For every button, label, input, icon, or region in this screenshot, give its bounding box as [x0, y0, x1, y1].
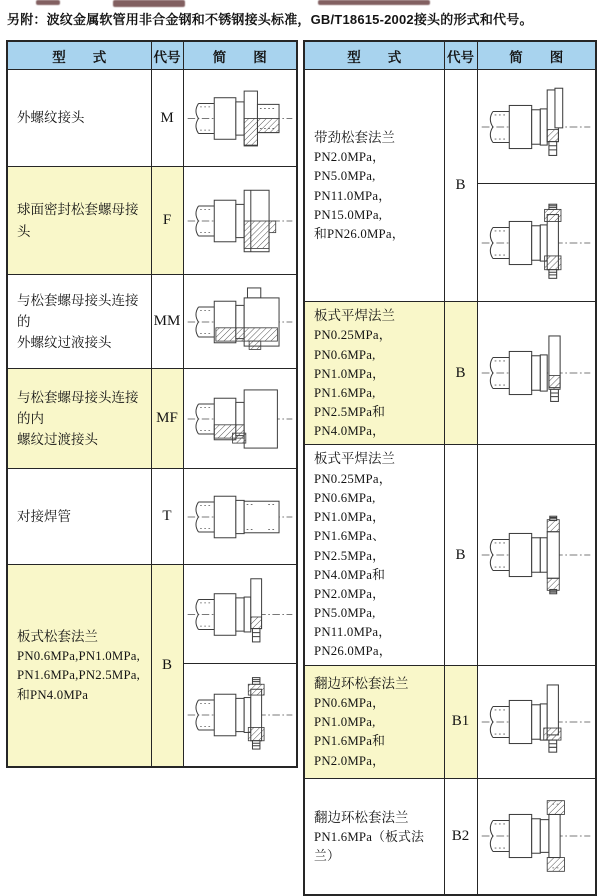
code-cell: MM	[151, 275, 183, 369]
type-label-line: PN2.5MPa，PN4.0MPa和	[314, 548, 386, 582]
diagram-cell	[477, 184, 596, 302]
fitting-plate-loose-flange-diagram	[186, 570, 294, 659]
scan-artifact	[36, 0, 60, 5]
fitting-hex-block-diagram	[186, 373, 294, 465]
type-label-line: 与松套螺母接头连接的内	[17, 389, 139, 426]
column-header: 型 式	[7, 41, 151, 70]
column-header: 代号	[444, 41, 477, 70]
column-header: 型 式	[304, 41, 444, 70]
table-row	[304, 778, 596, 895]
fitting-neck-loose-flange-diagram	[480, 81, 592, 173]
type-label-line: PN1.0MPa，PN1.6MPa、	[314, 510, 386, 544]
fitting-plate-weld-flange-diagram	[480, 327, 592, 419]
type-label-line: PN1.0MPa，PN1.6MPa,	[314, 366, 386, 400]
scan-artifact	[318, 0, 430, 5]
type-label-line: PN1.6MPa,PN2.5MPa,	[17, 668, 141, 683]
fitting-loose-nut-diagram	[186, 175, 294, 267]
code-cell: B	[444, 70, 477, 302]
type-label-line: PN11.0MPa，PN26.0MPa，	[314, 625, 392, 659]
type-label-line: 板式松套法兰	[17, 628, 98, 644]
diagram-cell	[183, 275, 297, 369]
table-row	[7, 565, 297, 664]
table-row	[304, 302, 596, 445]
type-cell	[7, 275, 151, 369]
table-row	[7, 469, 297, 565]
type-label-line: 螺纹过渡接头	[17, 432, 98, 448]
type-cell	[304, 70, 444, 302]
type-cell	[304, 302, 444, 445]
fitting-flare-loose-flange-diagram	[480, 676, 592, 768]
table-row	[304, 445, 596, 665]
type-cell	[7, 565, 151, 767]
fitting-table-right	[303, 40, 597, 896]
code-cell: M	[151, 70, 183, 167]
diagram-cell	[183, 167, 297, 275]
table-row	[7, 369, 297, 469]
type-label-line: 和PN4.0MPa	[17, 687, 89, 702]
scan-artifact	[113, 0, 185, 7]
type-label-line: PN0.25MPa，PN0.6MPa,	[314, 328, 392, 362]
diagram-cell	[477, 302, 596, 445]
code-cell: MF	[151, 369, 183, 469]
code-cell: B1	[444, 665, 477, 778]
page-title: 另附：波纹金属软管用非合金钢和不锈钢接头标准，GB/T18615-2002接头的形式和代号。	[7, 12, 533, 27]
code-cell: B	[151, 565, 183, 767]
type-label-line: PN11.0MPa，PN15.0MPa,	[314, 188, 392, 222]
type-label-line: PN2.0MPa，PN5.0MPa,	[314, 150, 386, 184]
type-label-line: PN1.6MPa（板式法兰）	[314, 829, 425, 864]
code-cell: B	[444, 445, 477, 665]
type-cell	[304, 445, 444, 665]
diagram-cell	[477, 70, 596, 184]
code-cell: F	[151, 167, 183, 275]
fitting-hex-nipple-diagram	[186, 279, 294, 365]
column-header: 代号	[151, 41, 183, 70]
type-label-line: 球面密封松套螺母接头	[17, 202, 139, 239]
fitting-plate-weld-flange-section-diagram	[480, 509, 592, 601]
type-label-line: PN0.6MPa,PN1.0MPa,	[17, 649, 141, 664]
fitting-plate-loose-flange-section-diagram	[186, 669, 294, 761]
diagram-cell	[477, 445, 596, 665]
type-label-line: 板式平焊法兰	[314, 451, 395, 467]
type-cell	[304, 778, 444, 895]
code-cell: B	[444, 302, 477, 445]
table-row	[7, 167, 297, 275]
type-label-line: 和PN26.0MPa，	[314, 226, 405, 241]
type-label-line: 带劲松套法兰	[314, 129, 395, 145]
type-cell	[7, 167, 151, 275]
type-label-line: PN0.25MPa，PN0.6MPa,	[314, 471, 392, 505]
table-row	[304, 665, 596, 778]
diagram-cell	[183, 565, 297, 664]
diagram-cell	[183, 369, 297, 469]
type-label-line: 外螺纹接头	[17, 110, 85, 126]
diagram-cell	[183, 664, 297, 767]
type-label-line: 翻边环松套法兰	[314, 675, 409, 691]
type-cell	[7, 369, 151, 469]
code-cell: T	[151, 469, 183, 565]
type-label-line: PN2.5MPa和PN4.0MPa，	[314, 405, 386, 439]
fitting-table-left	[6, 40, 298, 768]
fitting-butt-weld-diagram	[186, 473, 294, 561]
diagram-cell	[477, 665, 596, 778]
type-label-line: 板式平焊法兰	[314, 308, 395, 323]
fitting-neck-loose-flange-section-diagram	[480, 197, 592, 289]
type-label-line: 与松套螺母接头连接的	[17, 292, 139, 329]
type-label-line: PN1.6MPa和PN2.0MPa，	[314, 734, 386, 768]
type-cell	[7, 469, 151, 565]
type-label-line: 外螺纹过液接头	[17, 335, 112, 351]
table-row	[304, 70, 596, 184]
type-label-line: 翻边环松套法兰	[314, 809, 409, 825]
table-row	[7, 70, 297, 167]
diagram-cell	[183, 469, 297, 565]
column-header: 简 图	[183, 41, 297, 70]
table-row	[7, 275, 297, 369]
type-cell	[7, 70, 151, 167]
type-label-line: 对接焊管	[17, 508, 71, 524]
code-cell: B2	[444, 778, 477, 895]
diagram-cell	[477, 778, 596, 895]
type-label-line: PN0.6MPa，PN1.0MPa,	[314, 695, 386, 730]
type-label-line: PN2.0MPa，PN5.0MPa,	[314, 586, 386, 621]
diagram-cell	[183, 70, 297, 167]
fitting-tables	[6, 40, 597, 896]
type-cell	[304, 665, 444, 778]
column-header: 简 图	[477, 41, 596, 70]
fitting-external-thread-diagram	[186, 74, 294, 163]
fitting-lap-ring-flange-diagram	[480, 790, 592, 882]
